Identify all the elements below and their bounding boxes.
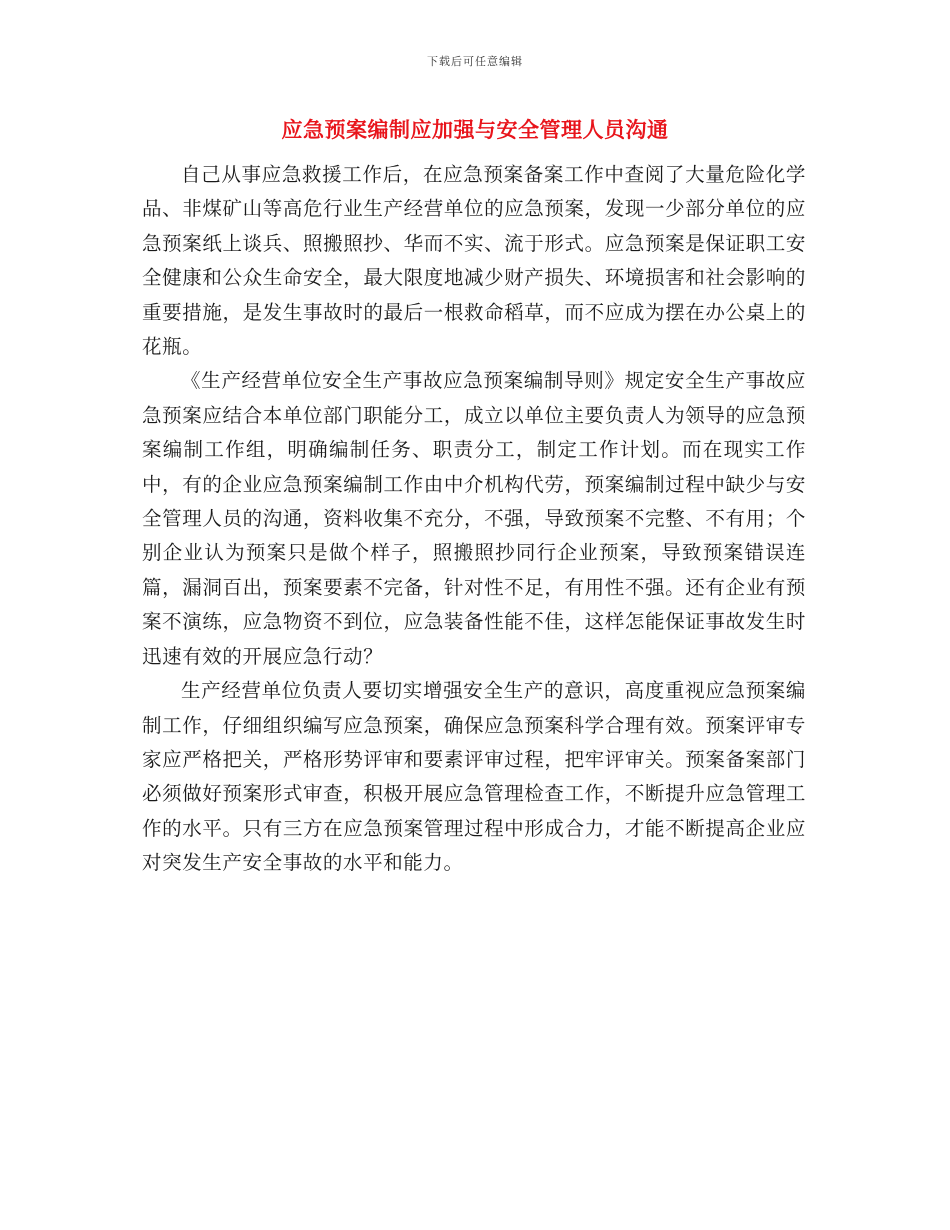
document-body: [142, 158, 806, 881]
header-note: 下载后可任意编辑: [427, 55, 523, 68]
paragraph-1: 自己从事应急救援工作后，在应急预案备案工作中查阅了大量危险化学品、非煤矿山等高危行业生产经营单位的应急预案，发现一少部分单位的应急预案纸上谈兵、照搬照抄、华而不实、流于形式。应急预案是保证职工安全健康和公众生命安全，最大限度地减少财产损失、环境损害和社会影响的重要措施，是发生事故时的最后一根救命稻草，而不应成为摆在办公桌上的花瓶。: [142, 163, 806, 359]
paragraph-2: 《生产经营单位安全生产事故应急预案编制导则》规定安全生产事故应急预案应结合本单位部门职能分工，成立以单位主要负责人为领导的应急预案编制工作组，明确编制任务、职责分工，制定工作计划。而在现实工作中，有的企业应急预案编制工作由中介机构代劳，预案编制过程中缺少与安全管理人员的沟通，资料收集不充分，不强，导致预案不完整、不有用；个别企业认为预案只是做个样子，照搬照抄同行企业预案，导致预案错误连篇，漏洞百出，预案要素不完备，针对性不足，有用性不强。还有企业有预案不演练，应急物资不到位，应急装备性能不佳，这样怎能保证事故发生时迅速有效的开展应急行动？: [142, 369, 806, 668]
paragraph-3: 生产经营单位负责人要切实增强安全生产的意识，高度重视应急预案编制工作，仔细组织编写应急预案，确保应急预案科学合理有效。预案评审专家应严格把关，严格形势评审和要素评审过程，把牢评审关。预案备案部门必须做好预案形式审查，积极开展应急管理检查工作，不断提升应急管理工作的水平。只有三方在应急预案管理过程中形成合力，才能不断提高企业应对突发生产安全事故的水平和能力。: [142, 679, 806, 875]
document-title: 应急预案编制应加强与安全管理人员沟通: [281, 118, 669, 142]
